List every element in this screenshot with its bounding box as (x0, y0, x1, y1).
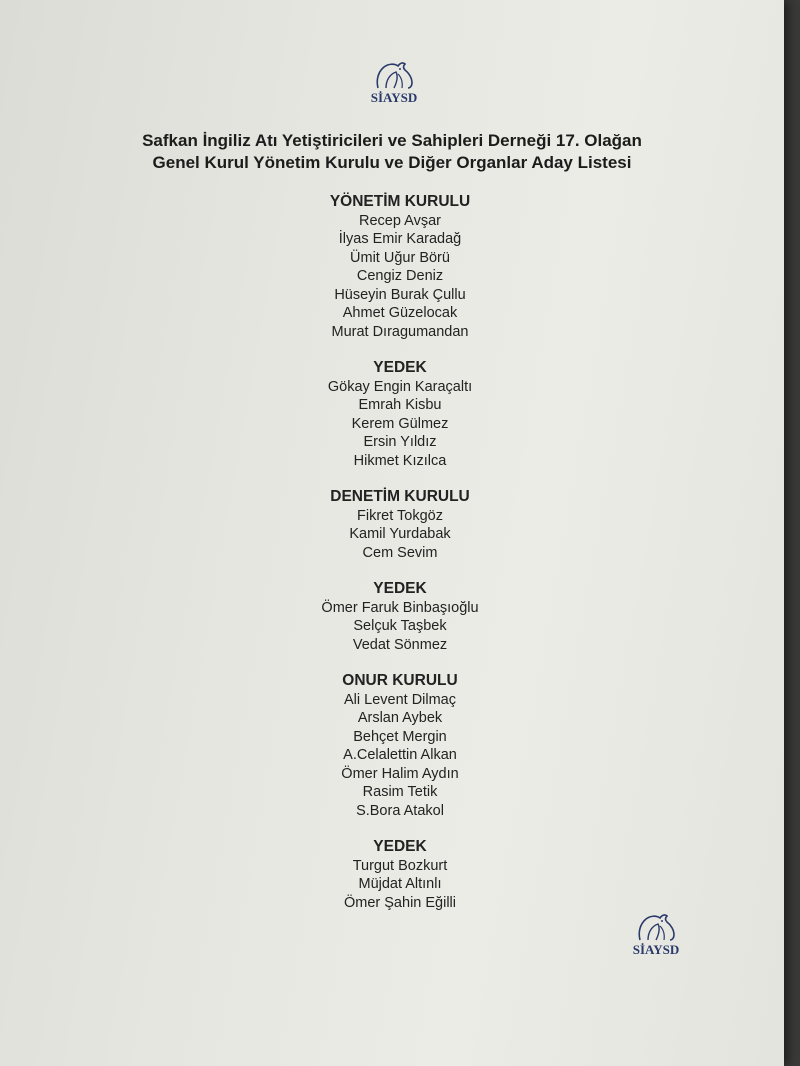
section-heading: ONUR KURULU (342, 672, 458, 689)
section-heading: YÖNETİM KURULU (329, 193, 471, 210)
candidate-name: Rasim Tetik (362, 784, 438, 800)
candidate-name: Ahmet Güzelocak (342, 305, 458, 321)
candidate-name: Ömer Faruk Binbaşıoğlu (321, 599, 479, 616)
candidate-name: Müjdat Altınlı (358, 876, 442, 892)
candidate-name: Kamil Yurdabak (349, 526, 451, 542)
candidate-name: S.Bora Atakol (356, 802, 444, 819)
section-yedek-3 (300, 838, 500, 912)
section-yedek-2 (300, 580, 500, 654)
section-yedek-1 (300, 359, 500, 470)
siaysd-logo-bottom (632, 912, 680, 958)
title-line-2: Genel Kurul Yönetim Kurulu ve Diğer Organlar Aday Listesi (152, 153, 632, 172)
candidate-name: Ömer Halim Aydın (341, 765, 459, 782)
title-line-1: Safkan İngiliz Atı Yetiştiricileri ve Sahipleri Derneği 17. Olağan (142, 131, 642, 150)
candidate-name: Ümit Uğur Börü (350, 249, 450, 266)
candidate-name: Cengiz Deniz (356, 268, 444, 284)
section-heading: DENETİM KURULU (330, 488, 470, 505)
candidate-name: Hüseyin Burak Çullu (334, 286, 466, 303)
candidate-name: Hikmet Kızılca (353, 452, 447, 469)
section-heading: YEDEK (373, 838, 427, 855)
candidate-name: Vedat Sönmez (352, 636, 448, 653)
candidate-name: Kerem Gülmez (351, 415, 449, 432)
candidate-name: Turgut Bozkurt (352, 857, 448, 874)
horse-head-icon (632, 912, 680, 944)
candidate-name: İlyas Emir Karadağ (338, 231, 462, 247)
section-denetim-kurulu (300, 488, 500, 562)
candidate-list (300, 193, 500, 930)
document-title (0, 130, 784, 174)
candidate-name: Cem Sevim (362, 544, 438, 561)
candidate-name: Emrah Kisbu (358, 397, 442, 413)
section-heading: YEDEK (373, 359, 427, 376)
section-heading: YEDEK (373, 580, 427, 597)
candidate-name: Selçuk Taşbek (353, 618, 447, 634)
candidate-name: Ali Levent Dilmaç (343, 691, 456, 708)
candidate-name: A.Celalettin Alkan (343, 747, 457, 763)
candidate-name: Ersin Yıldız (363, 434, 437, 450)
logo-text: SİAYSD (370, 90, 418, 105)
candidate-name: Behçet Mergin (353, 728, 447, 745)
siaysd-logo-top (370, 60, 418, 106)
section-onur-kurulu (300, 672, 500, 820)
candidate-name: Murat Dıragumandan (331, 323, 469, 340)
candidate-name: Ömer Şahin Eğilli (343, 894, 456, 911)
logo-text: SİAYSD (632, 942, 680, 957)
horse-head-icon (370, 60, 418, 92)
section-yonetim-kurulu (300, 193, 500, 341)
candidate-name: Recep Avşar (359, 212, 441, 229)
candidate-name: Fikret Tokgöz (357, 507, 443, 524)
candidate-name: Gökay Engin Karaçaltı (327, 378, 473, 395)
candidate-name: Arslan Aybek (357, 710, 443, 726)
